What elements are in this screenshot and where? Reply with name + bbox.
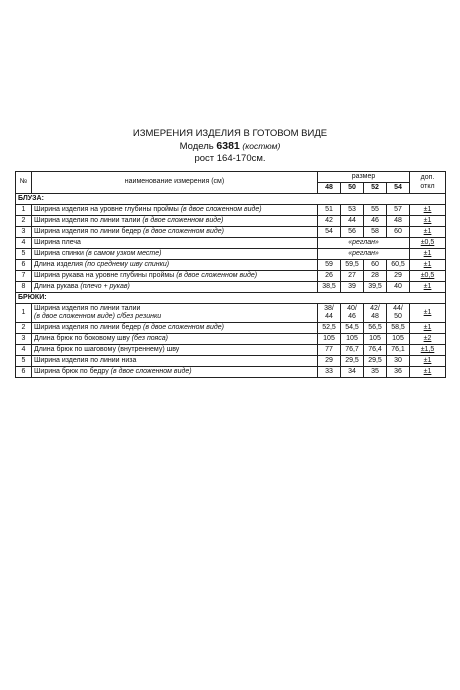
value-size-54 bbox=[387, 304, 410, 323]
measurement-line bbox=[34, 261, 315, 270]
tolerance-value bbox=[410, 356, 446, 367]
measurement-line bbox=[34, 305, 315, 314]
measurement-note: (в двое сложенном виде) bbox=[180, 205, 262, 213]
tolerance-value bbox=[410, 345, 446, 356]
measurement-line bbox=[34, 250, 315, 259]
row-number: 6 bbox=[16, 367, 32, 378]
measurement-label: Длина рукава bbox=[34, 282, 79, 290]
table-row bbox=[16, 260, 446, 271]
measurement-line bbox=[34, 324, 315, 333]
value-size-50: 44 bbox=[341, 216, 364, 227]
measurement-label: Ширина брюк по бедру bbox=[34, 367, 109, 375]
value-size-48: 38,5 bbox=[318, 282, 341, 293]
measurement-note: (в самом узком месте) bbox=[85, 249, 162, 257]
tolerance-text: ±1,5 bbox=[420, 345, 435, 353]
tolerance-text: ±1 bbox=[423, 260, 432, 268]
value-size-54: 36 bbox=[387, 367, 410, 378]
measurement-note: (в двое сложенном виде) с/без резинки bbox=[34, 313, 162, 320]
value-size-48: 29 bbox=[318, 356, 341, 367]
value-size-52: 35 bbox=[364, 367, 387, 378]
doc-title: ИЗМЕРЕНИЯ ИЗДЕЛИЯ В ГОТОВОМ ВИДЕ bbox=[132, 128, 328, 139]
value-size-50: 54,5 bbox=[341, 323, 364, 334]
measurement-label: Ширина изделия по линии талии bbox=[34, 304, 141, 312]
measurement-note: (в двое сложенном виде) bbox=[143, 227, 224, 235]
measurement-line bbox=[34, 357, 315, 366]
measurement-label: Ширина изделия по линии низа bbox=[34, 356, 137, 364]
measurement-name bbox=[32, 282, 318, 293]
table-row bbox=[16, 216, 446, 227]
document-heading bbox=[0, 128, 460, 165]
measurement-line bbox=[34, 335, 315, 344]
tolerance-text: ±1 bbox=[423, 282, 432, 290]
measurement-note: (в двое сложенном виде) bbox=[176, 271, 258, 279]
measurement-label: Длина изделия bbox=[34, 260, 83, 268]
tolerance-text: ±1 bbox=[423, 216, 432, 224]
value-size-50: 29,5 bbox=[341, 356, 364, 367]
measurement-line bbox=[34, 283, 315, 292]
value-size-52: 55 bbox=[364, 205, 387, 216]
measurement-line-2 bbox=[34, 313, 315, 322]
measurement-name bbox=[32, 367, 318, 378]
tolerance-text: ±1 bbox=[423, 205, 432, 213]
value-size-52: 28 bbox=[364, 271, 387, 282]
measurement-line bbox=[34, 368, 315, 377]
measurement-name bbox=[32, 356, 318, 367]
value-size-48: 42 bbox=[318, 216, 341, 227]
value-size-54: 30 bbox=[387, 356, 410, 367]
tolerance-text: ±1 bbox=[423, 323, 432, 331]
col-tolerance-header bbox=[410, 172, 446, 194]
tolerance-text: ±1 bbox=[423, 367, 432, 375]
tolerance-label-2: откл bbox=[420, 182, 435, 190]
col-name-header: наименование измерения (см) bbox=[32, 172, 318, 194]
measurement-note: (плечо + рукав) bbox=[80, 282, 130, 290]
tolerance-text: ±0,5 bbox=[420, 238, 435, 246]
measurement-label: Длина брюк по боковому шву bbox=[34, 334, 130, 342]
value-size-48: 54 bbox=[318, 227, 341, 238]
tolerance-value bbox=[410, 205, 446, 216]
value-size-50: 59,5 bbox=[341, 260, 364, 271]
measurement-note: (в двое сложенном виде) bbox=[110, 367, 192, 375]
tolerance-text: ±1 bbox=[423, 356, 432, 364]
table-row bbox=[16, 271, 446, 282]
value-top: 40/ bbox=[347, 304, 357, 312]
tolerance-value bbox=[410, 323, 446, 334]
measurement-label: Ширина рукава на уровне глубины проймы bbox=[34, 271, 175, 279]
measurement-name bbox=[32, 227, 318, 238]
measurement-line bbox=[34, 346, 315, 355]
value-size-52: 56,5 bbox=[364, 323, 387, 334]
measurement-line bbox=[34, 239, 315, 248]
measurement-line bbox=[34, 206, 315, 215]
row-number: 3 bbox=[16, 227, 32, 238]
row-number: 7 bbox=[16, 271, 32, 282]
value-bottom: 44 bbox=[325, 313, 333, 320]
row-number: 5 bbox=[16, 249, 32, 260]
size-52: 52 bbox=[364, 183, 387, 194]
table-row bbox=[16, 249, 446, 260]
value-size-48: 33 bbox=[318, 367, 341, 378]
table-row bbox=[16, 282, 446, 293]
section-row bbox=[16, 194, 446, 205]
raglan-cell: «реглан» bbox=[318, 249, 410, 260]
model-line bbox=[0, 140, 460, 153]
measurement-name bbox=[32, 260, 318, 271]
table-row bbox=[16, 345, 446, 356]
value-top: 38/ bbox=[324, 304, 334, 312]
tolerance-value bbox=[410, 334, 446, 345]
measurement-label: Ширина изделия по линии талии bbox=[34, 216, 141, 224]
table-row bbox=[16, 205, 446, 216]
row-number: 4 bbox=[16, 238, 32, 249]
value-size-50: 27 bbox=[341, 271, 364, 282]
value-size-54: 29 bbox=[387, 271, 410, 282]
tolerance-value bbox=[410, 282, 446, 293]
table-row bbox=[16, 304, 446, 323]
measurement-name bbox=[32, 334, 318, 345]
value-size-50: 34 bbox=[341, 367, 364, 378]
raglan-cell: «реглан» bbox=[318, 238, 410, 249]
measurement-name bbox=[32, 345, 318, 356]
value-size-48: 26 bbox=[318, 271, 341, 282]
measurement-label: Ширина спинки bbox=[34, 249, 84, 257]
col-size-header: размер bbox=[318, 172, 410, 183]
measurement-name bbox=[32, 238, 318, 249]
value-size-48 bbox=[318, 304, 341, 323]
tolerance-value bbox=[410, 249, 446, 260]
value-size-54: 57 bbox=[387, 205, 410, 216]
tolerance-value bbox=[410, 271, 446, 282]
model-number: 6381 bbox=[216, 140, 240, 152]
tolerance-text: ±1 bbox=[423, 249, 432, 257]
value-size-52: 46 bbox=[364, 216, 387, 227]
section-title: БЛУЗА: bbox=[16, 194, 446, 205]
value-top: 42/ bbox=[370, 304, 380, 312]
value-bottom: 50 bbox=[394, 313, 402, 320]
row-number: 8 bbox=[16, 282, 32, 293]
measurement-name bbox=[32, 271, 318, 282]
value-size-54: 40 bbox=[387, 282, 410, 293]
table-row bbox=[16, 323, 446, 334]
model-prefix: Модель bbox=[179, 141, 214, 152]
row-number: 1 bbox=[16, 205, 32, 216]
value-size-54: 60,5 bbox=[387, 260, 410, 271]
row-number: 1 bbox=[16, 304, 32, 323]
value-size-52: 105 bbox=[364, 334, 387, 345]
measurement-name bbox=[32, 216, 318, 227]
tolerance-value bbox=[410, 216, 446, 227]
value-size-52: 76,4 bbox=[364, 345, 387, 356]
measurement-label: Длина брюк по шаговому (внутреннему) шву bbox=[34, 345, 180, 353]
measurement-note: (в двое сложенном виде) bbox=[143, 323, 224, 331]
row-number: 2 bbox=[16, 323, 32, 334]
tolerance-value bbox=[410, 304, 446, 323]
value-size-54: 76,1 bbox=[387, 345, 410, 356]
measurement-line bbox=[34, 228, 315, 237]
measurement-line bbox=[34, 272, 315, 281]
measurement-label: Ширина изделия по линии бедер bbox=[34, 227, 142, 235]
value-size-52: 58 bbox=[364, 227, 387, 238]
size-54: 54 bbox=[387, 183, 410, 194]
value-size-54: 48 bbox=[387, 216, 410, 227]
table-row bbox=[16, 367, 446, 378]
col-num-header: № bbox=[16, 172, 32, 194]
tolerance-text: ±1 bbox=[423, 227, 432, 235]
value-size-54: 105 bbox=[387, 334, 410, 345]
header-row bbox=[16, 172, 446, 183]
measurement-note: (по среднему шву спинки) bbox=[84, 260, 170, 268]
value-size-48: 51 bbox=[318, 205, 341, 216]
table-row bbox=[16, 227, 446, 238]
value-bottom: 46 bbox=[348, 313, 356, 320]
tolerance-value bbox=[410, 227, 446, 238]
measurement-name bbox=[32, 205, 318, 216]
value-size-48: 59 bbox=[318, 260, 341, 271]
table-row bbox=[16, 356, 446, 367]
tolerance-label-1: доп. bbox=[420, 174, 435, 181]
measurement-line bbox=[34, 217, 315, 226]
measurement-name bbox=[32, 304, 318, 323]
height-line: рост 164-170см. bbox=[194, 153, 266, 164]
value-size-54: 60 bbox=[387, 227, 410, 238]
value-size-50: 76,7 bbox=[341, 345, 364, 356]
row-number: 5 bbox=[16, 356, 32, 367]
measurement-note: (в двое сложенном виде) bbox=[142, 216, 224, 224]
measurement-label: Ширина плеча bbox=[34, 238, 81, 246]
tolerance-value bbox=[410, 238, 446, 249]
measurements-table bbox=[15, 171, 446, 378]
row-number: 6 bbox=[16, 260, 32, 271]
value-size-48: 77 bbox=[318, 345, 341, 356]
row-number: 2 bbox=[16, 216, 32, 227]
measurement-name bbox=[32, 323, 318, 334]
value-size-50: 105 bbox=[341, 334, 364, 345]
tolerance-text: ±1 bbox=[423, 308, 432, 316]
section-title: БРЮКИ: bbox=[16, 293, 446, 304]
section-row bbox=[16, 293, 446, 304]
value-size-50: 39 bbox=[341, 282, 364, 293]
value-size-50: 53 bbox=[341, 205, 364, 216]
value-top: 44/ bbox=[393, 304, 403, 312]
tolerance-value bbox=[410, 260, 446, 271]
model-note: (костюм) bbox=[242, 141, 281, 151]
value-size-48: 105 bbox=[318, 334, 341, 345]
table-row bbox=[16, 334, 446, 345]
table-row bbox=[16, 238, 446, 249]
value-size-52 bbox=[364, 304, 387, 323]
value-size-50 bbox=[341, 304, 364, 323]
value-size-48: 52,5 bbox=[318, 323, 341, 334]
tolerance-text: ±2 bbox=[423, 334, 432, 342]
size-48: 48 bbox=[318, 183, 341, 194]
measurement-label: Ширина изделия на уровне глубины проймы bbox=[34, 205, 179, 213]
value-size-52: 29,5 bbox=[364, 356, 387, 367]
value-size-54: 58,5 bbox=[387, 323, 410, 334]
measurement-label: Ширина изделия по линии бедер bbox=[34, 323, 142, 331]
value-size-50: 56 bbox=[341, 227, 364, 238]
value-bottom: 48 bbox=[371, 313, 379, 320]
tolerance-value bbox=[410, 367, 446, 378]
tolerance-text: ±0,5 bbox=[420, 271, 435, 279]
measurement-note: (без пояса) bbox=[131, 334, 169, 342]
row-number: 4 bbox=[16, 345, 32, 356]
measurement-name bbox=[32, 249, 318, 260]
size-50: 50 bbox=[341, 183, 364, 194]
value-size-52: 39,5 bbox=[364, 282, 387, 293]
value-size-52: 60 bbox=[364, 260, 387, 271]
row-number: 3 bbox=[16, 334, 32, 345]
